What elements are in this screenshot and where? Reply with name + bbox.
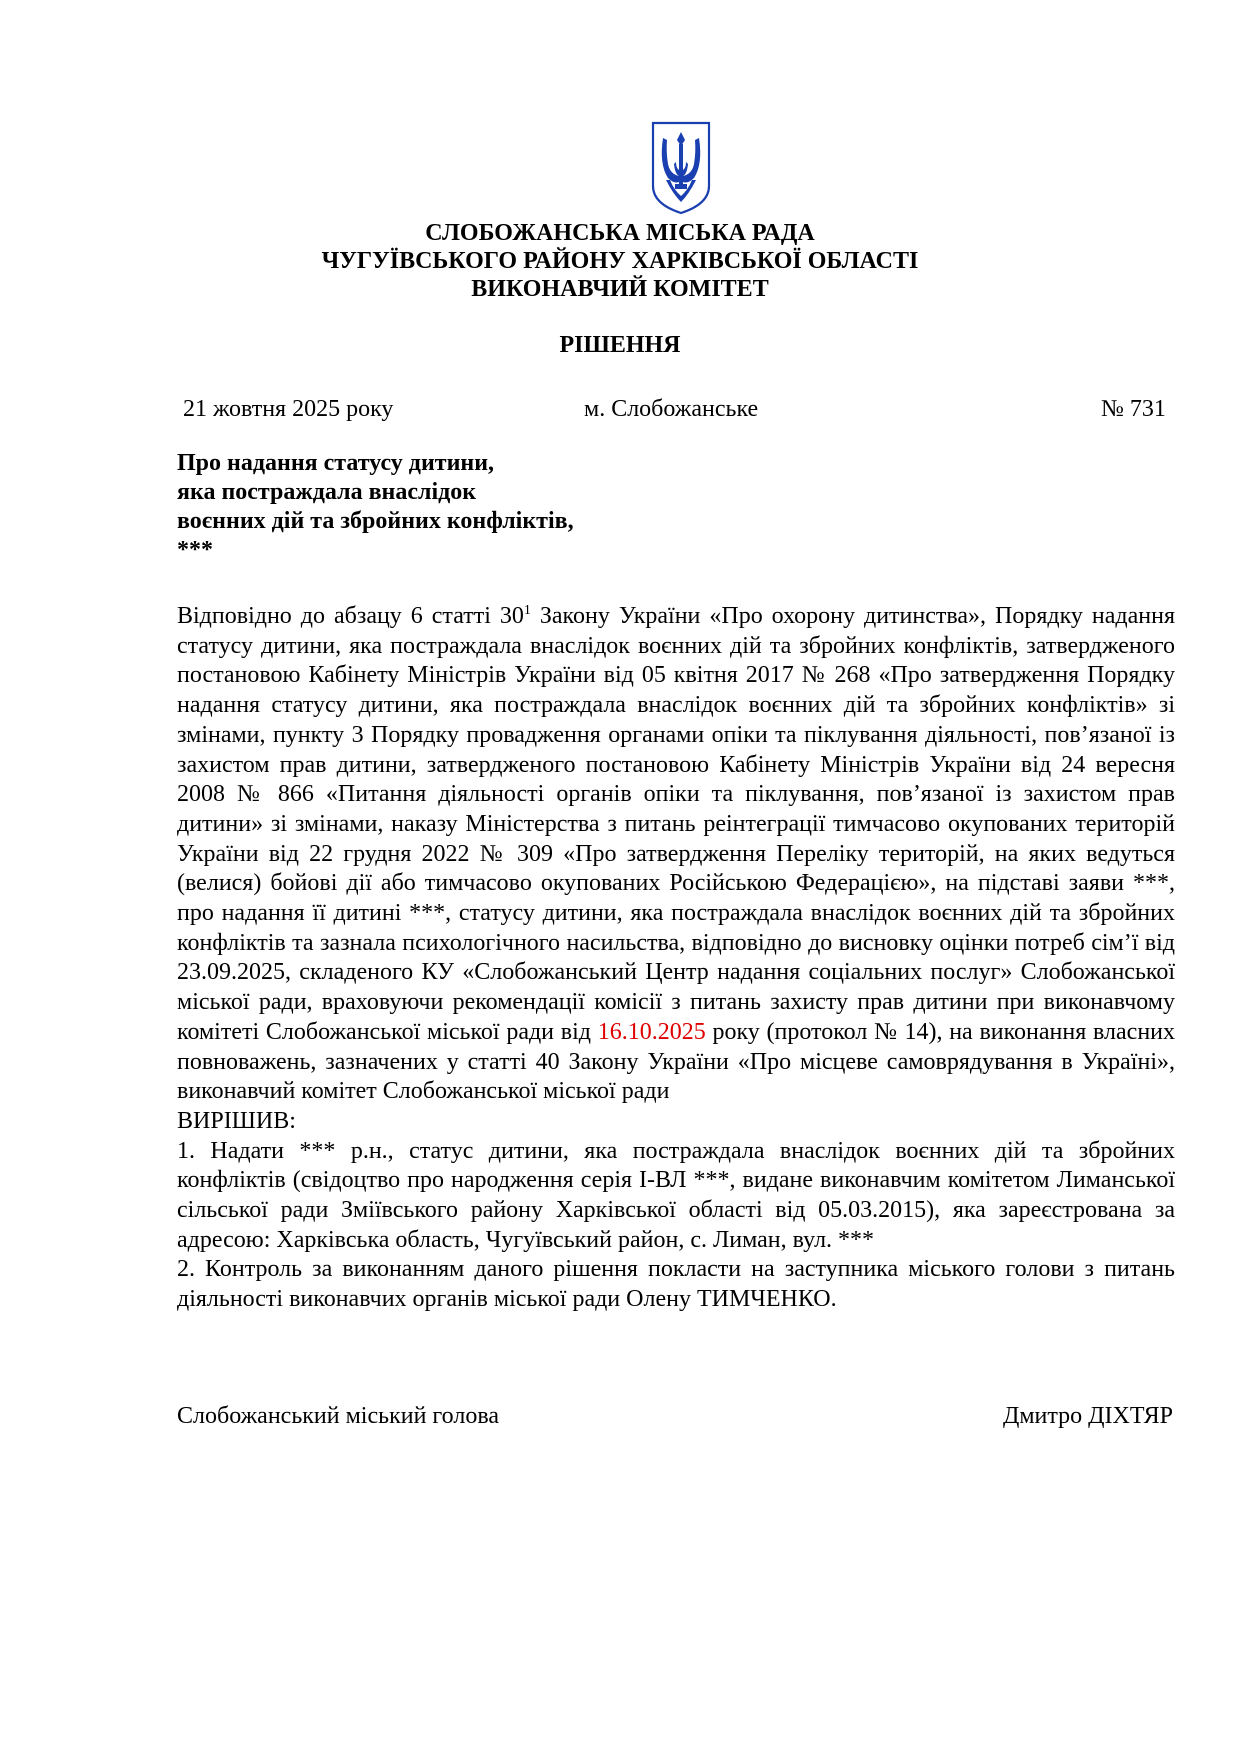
district-name: ЧУГУЇВСЬКОГО РАЙОНУ ХАРКІВСЬКОЇ ОБЛАСТІ [321, 248, 919, 274]
subject-line: Про надання статусу дитини, [177, 450, 495, 476]
subject-line: воєнних дій та збройних конфліктів, [177, 508, 574, 534]
document-type: РІШЕННЯ [559, 332, 681, 358]
decision-date: 21 жовтня 2025 року [183, 396, 394, 422]
subject-line: яка постраждала внаслідок [177, 479, 477, 505]
decision-item-2: 2. Контроль за виконанням даного рішення покласти на заступника міського голови з питань діяльності виконавчих органів міської ради Олену ТИМЧЕНКО. [177, 1256, 1175, 1313]
decision-number: № 731 [1101, 396, 1166, 422]
decision-item-1: 1. Надати *** р.н., статус дитини, яка постраждала внаслідок воєнних дій та збройних конфліктів (свідоцтво про народження серія І-ВЛ ***, видане виконавчим комітетом Лиманської сільської ради Зміївського району Харківської області від 05.03.2015), яка зареєстрована за адресою: Харківська область, Чугуївський район, с. Лиман, вул. *** [177, 1137, 1175, 1253]
decision-body [177, 596, 1175, 1315]
committee-name: ВИКОНАВЧИЙ КОМІТЕТ [471, 276, 769, 302]
resolved-heading: ВИРІШИВ: [177, 1107, 296, 1134]
council-name: СЛОБОЖАНСЬКА МІСЬКА РАДА [425, 220, 815, 246]
preamble-paragraph: Відповідно до абзацу 6 статті $30^1$ Закону України «Про охорону дитинства», Порядку надання статусу дитини, яка постраждала внаслідок воєнних дій та збройних конфліктів, затвердженого постановою Кабінету Міністрів України від 05 квітня 2017 № 268 «Про затвердження Порядку надання статусу дитини, яка постраждала внаслідок воєнних дій та збройних конфліктів» зі змінами, пункту 3 Порядку провадження органами опіки та піклування діяльності, пов’язаної із захистом прав дитини, затвердженого постановою Кабінету Міністрів України від 24 вересня 2008 № 866 «Питання діяльності органів опіки та піклування, пов’язаної із захистом прав дитини» зі змінами, наказу Міністерства з питань реінтеграції тимчасово окупованих територій України від 22 грудня 2022 № 309 «Про затвердження Переліку територій, на яких ведуться (велися) бойові дії або тимчасово окупованих Російською Федерацією», на підставі заяви ***, про надання її дитині ***, статусу дитини, яка постраждала внаслідок воєнних дій та збройних конфліктів та зазнала психологічного насильства, відповідно до висновку оцінки потреб сім’ї від 23.09.2025, складеного КУ «Слобожанський Центр надання соціальних послуг» Слобожанської міської ради, враховуючи рекомендації комісії з питань захисту прав дитини при виконавчому комітеті Слобожанської міської ради від 16.10.2025 року (протокол № 14), на виконання власних повноважень, зазначених у статті 40 Закону України «Про місцеве самоврядування в Україні», виконавчий комітет Слобожанської міської ради [177, 603, 1176, 1105]
signatory-title: Слобожанський міський голова [177, 1403, 499, 1429]
subject-line: *** [177, 537, 213, 563]
decision-subject [177, 449, 574, 565]
commission-date-highlight: 16.10.2025 [597, 1018, 706, 1045]
decision-place: м. Слобожанське [584, 396, 759, 422]
coat-of-arms-trident-icon [648, 120, 714, 216]
signatory-name: Дмитро ДІХТЯР [1003, 1403, 1173, 1429]
